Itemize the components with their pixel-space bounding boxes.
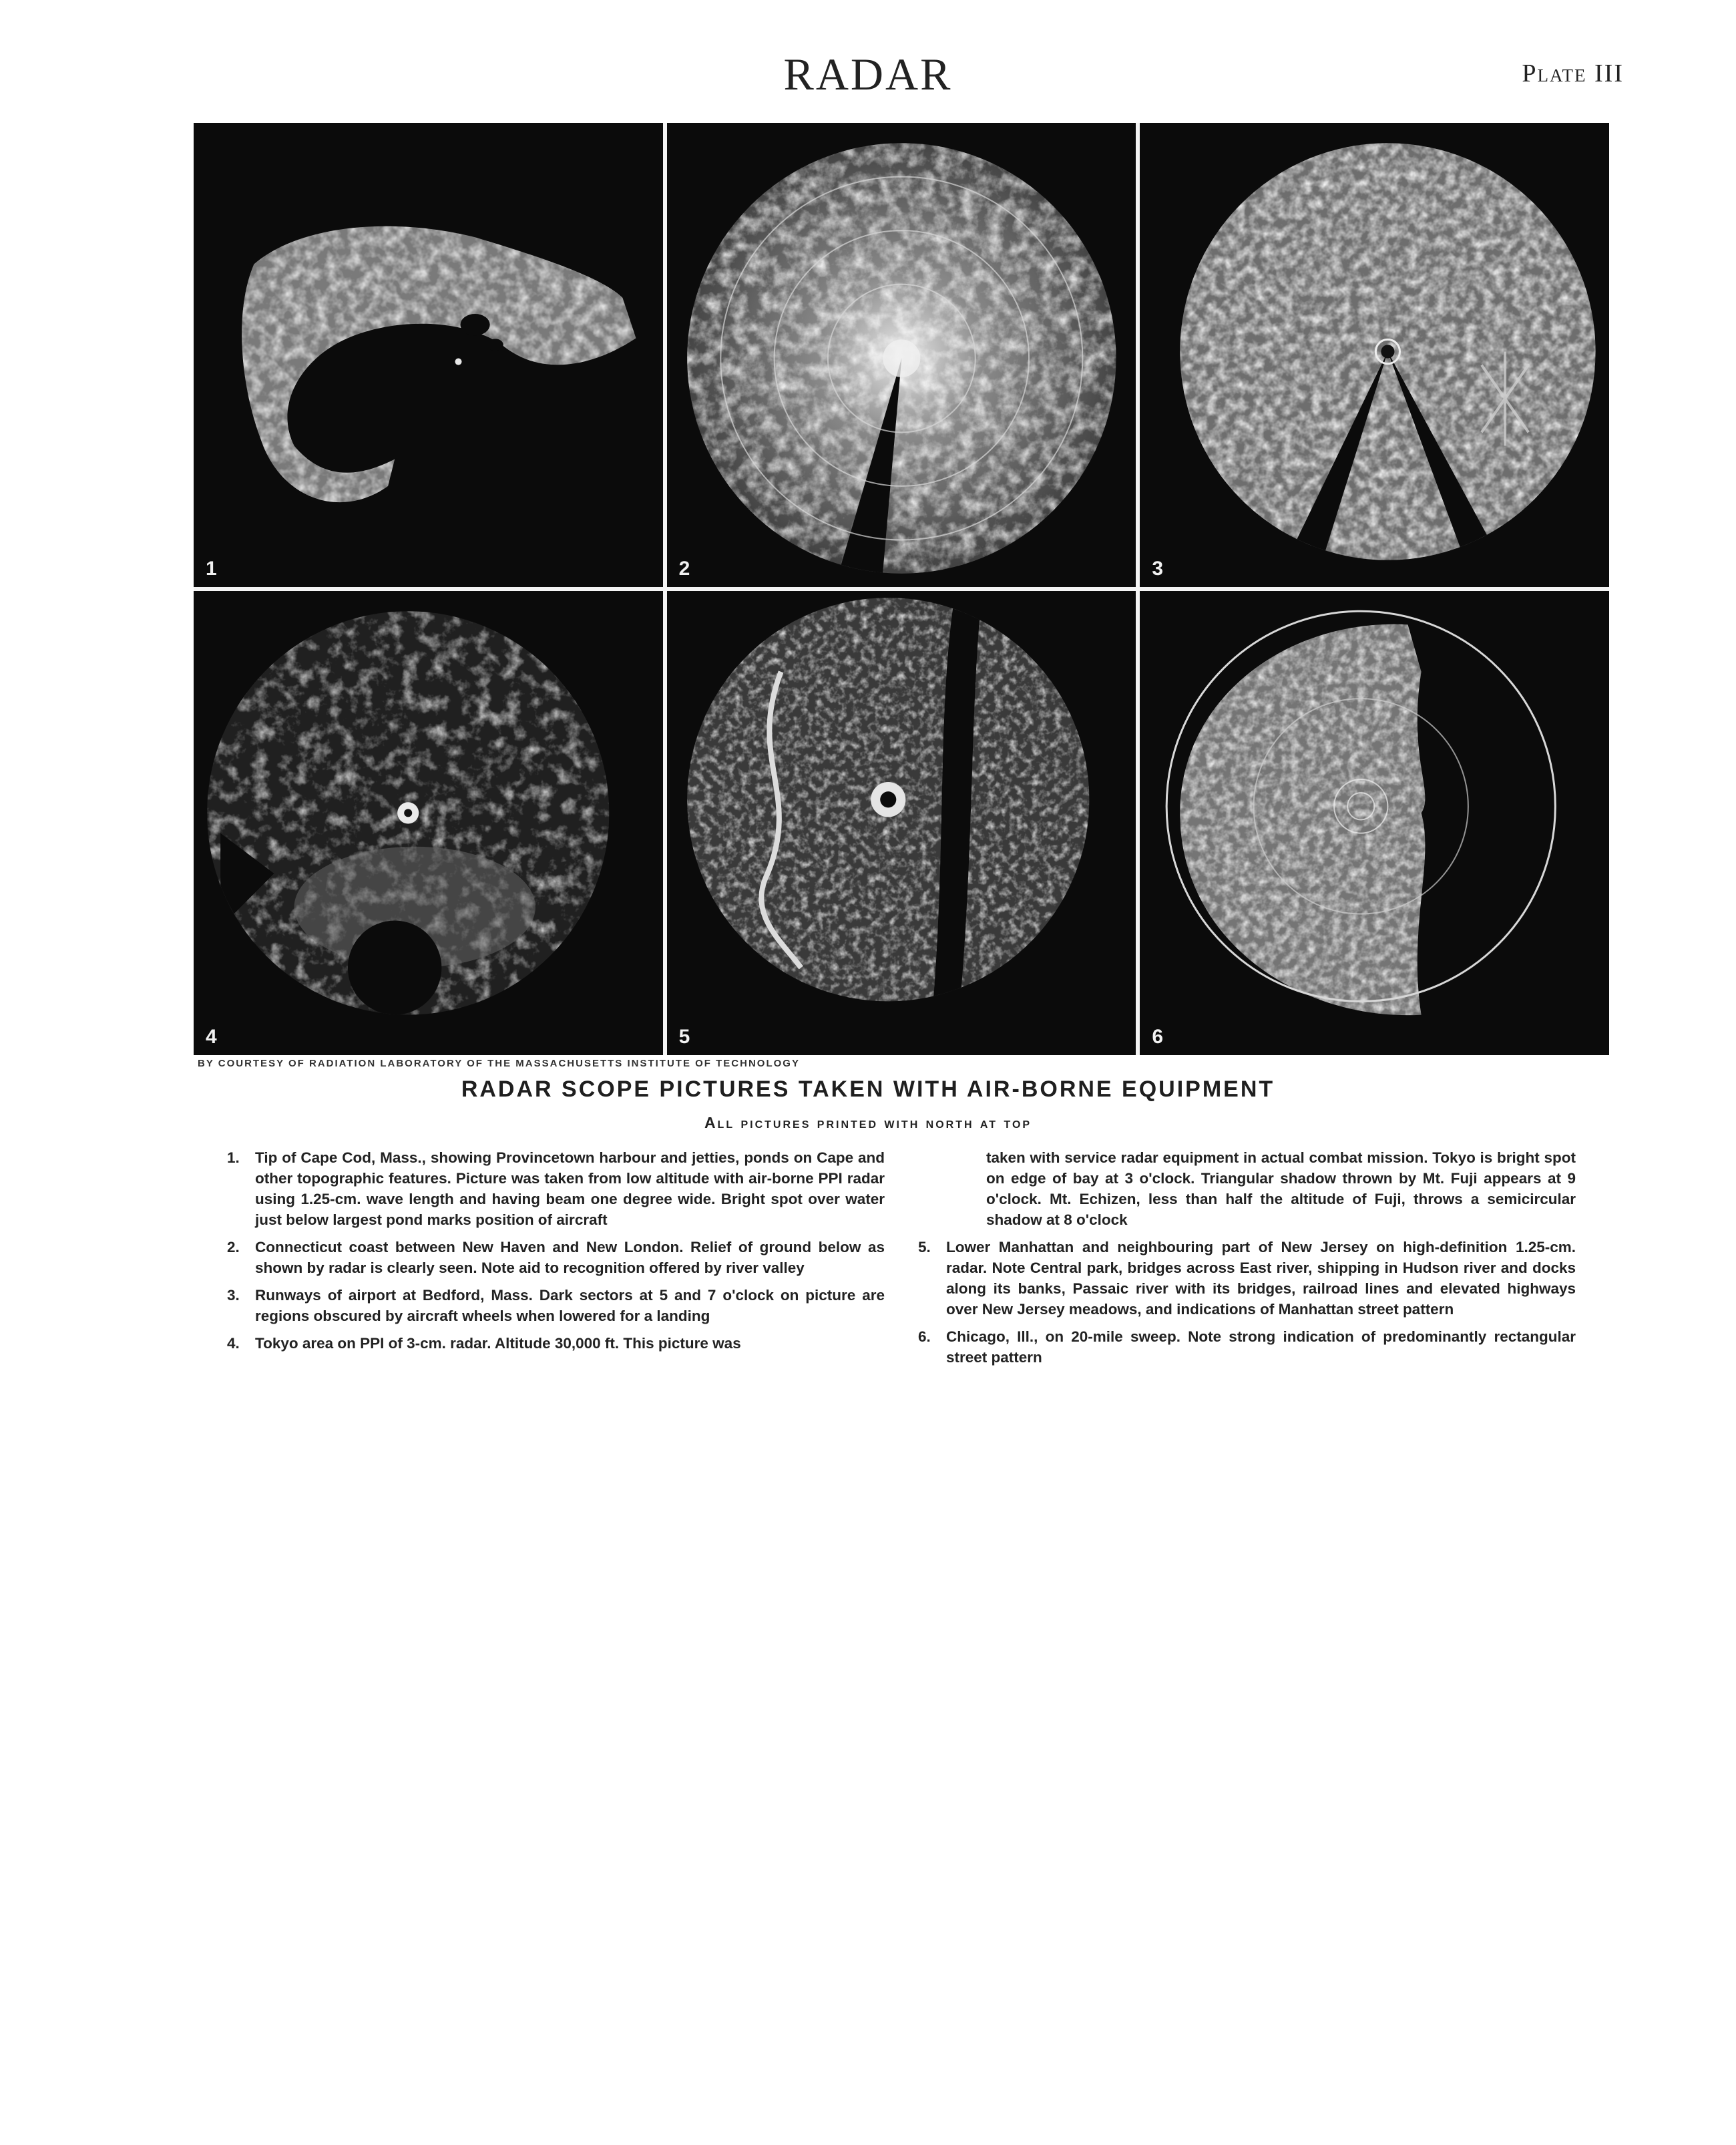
note-3 (227, 1285, 885, 1326)
chicago-radar-image (1140, 591, 1609, 1055)
caption-title: RADAR SCOPE PICTURES TAKEN WITH AIR-BORNE EQUIPMENT (461, 1077, 1275, 1102)
panel-number-4: 4 (206, 1026, 217, 1048)
note-2 (227, 1237, 885, 1278)
note-5 (918, 1237, 1576, 1320)
note-4-continued: taken with service radar equipment in actual combat mission. Tokyo is bright spot on edge of bay at 3 o'clock. Triangular shadow thrown by Mt. Fuji appears at 9 o'clock. Mt. Echizen, less than half the altitude of Fuji, throws a semicircular shadow at 8 o'clock (986, 1149, 1576, 1228)
note-number: 2. (227, 1239, 240, 1255)
panel-number-1: 1 (206, 558, 217, 580)
note-number: 3. (227, 1287, 240, 1304)
note-text: Tip of Cape Cod, Mass., showing Provincetown harbour and jetties, ponds on Cape and other topographic features. Picture was taken from low altitude with air-borne PPI radar using 1.25-cm. wave length and having beam one degree wide. Bright spot over water just below largest pond marks position of aircraft (255, 1149, 885, 1228)
bedford-airport-radar-image (1140, 123, 1609, 587)
radar-photo-2 (667, 123, 1136, 587)
lower-manhattan-radar-image (667, 591, 1136, 1055)
note-text: Runways of airport at Bedford, Mass. Dark sectors at 5 and 7 o'clock on picture are regions obscured by aircraft wheels when lowered for a landing (255, 1287, 885, 1324)
panel-number-5: 5 (678, 1026, 690, 1048)
note-text: Tokyo area on PPI of 3-cm. radar. Altitude 30,000 ft. This picture was (255, 1335, 741, 1352)
notes-right-column (918, 1147, 1576, 1374)
radar-photo-1 (194, 123, 663, 587)
connecticut-coast-radar-image (667, 123, 1136, 587)
radar-photo-grid (194, 123, 1609, 1055)
panel-number-6: 6 (1152, 1026, 1164, 1048)
cape-cod-radar-image (194, 123, 663, 587)
note-4 (227, 1333, 885, 1354)
photo-credit: BY COURTESY OF RADIATION LABORATORY OF THE MASSACHUSETTS INSTITUTE OF TECHNOLOGY (198, 1058, 800, 1069)
radar-photo-5 (667, 591, 1136, 1055)
tokyo-radar-image (194, 591, 663, 1055)
radar-photo-3 (1140, 123, 1609, 587)
plate-label: Plate III (1522, 59, 1624, 87)
notes-left-column (227, 1147, 885, 1374)
panel-number-2: 2 (678, 558, 690, 580)
note-6 (918, 1326, 1576, 1368)
note-1 (227, 1147, 885, 1230)
note-number: 6. (918, 1328, 931, 1345)
radar-photo-4 (194, 591, 663, 1055)
note-number: 5. (918, 1239, 931, 1255)
note-text: Lower Manhattan and neighbouring part of New Jersey on high-definition 1.25-cm. radar. Note Central park, bridges across East river, shipping in Hudson river and docks along its banks, Passaic river with its bridges, railroad lines and elevated highways over New Jersey meadows, and indications of Manhattan street pattern (946, 1239, 1576, 1318)
radar-photo-6 (1140, 591, 1609, 1055)
caption-subtitle: All pictures printed with north at top (704, 1114, 1032, 1131)
note-text: Chicago, Ill., on 20-mile sweep. Note strong indication of predominantly rectangular street pattern (946, 1328, 1576, 1366)
note-number: 4. (227, 1335, 240, 1352)
note-number: 1. (227, 1149, 240, 1166)
caption-notes (227, 1147, 1576, 1374)
panel-number-3: 3 (1152, 558, 1164, 580)
note-text: Connecticut coast between New Haven and New London. Relief of ground below as shown by radar is clearly seen. Note aid to recognition offered by river valley (255, 1239, 885, 1276)
page-title: RADAR (783, 49, 953, 100)
